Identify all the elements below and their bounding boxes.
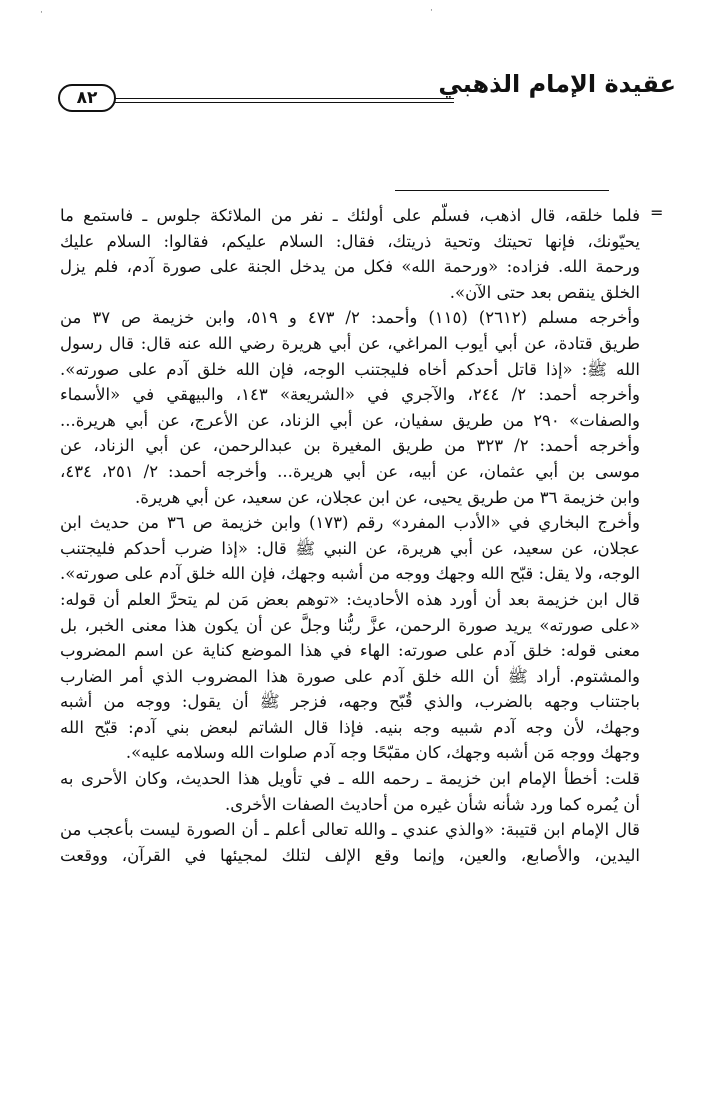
text-line: فلما خلقه، قال اذهب، فسلّم على أولئك ـ نفر من الملائكة جلوس ـ فاستمع ما [60,206,640,225]
footnote-separator [395,190,609,191]
text-line: باجتناب وجهه بالضرب، والذي قُبّح وجهه، فزجر ﷺ أن يقول: ووجه من أشبه [60,692,640,712]
text-line: وأخرج البخاري في «الأدب المفرد» رقم (١٧٣) وابن خزيمة ص ٣٦ من حديث ابن [60,513,640,533]
text-line: وجهك ووجه مَن أشبه وجهك، كان مقبّحًا وجه آدم صلوات الله وسلامه عليه». [125,743,640,763]
scan-speck: · [430,6,433,16]
text-line: وابن خزيمة ٣٦ من طريق يحيى، عن ابن عجلان، عن سعيد، عن أبي هريرة. [134,487,640,507]
text-line: قلت: أخطأ الإمام ابن خزيمة ـ رحمه الله ـ في تأويل هذا الحديث، وكان الأحرى به [60,769,640,789]
text-line: الله ﷺ: «إذا قاتل أحدكم أخاه فليجتنب الوجه، فإن الله خلق آدم على صورته». [60,359,640,379]
text-line: الوجه، ولا يقل: قبّح الله وجهك ووجه من أشبه وجهك، فإن الله خلق آدم على صورته». [60,564,640,584]
text-line: عجلان، عن سعيد، عن أبي هريرة، عن النبي ﷺ قال: «إذا ضرب أحدكم فليجتنب [60,538,640,558]
text-line: قال الإمام ابن قتيبة: «والذي عندي ـ والله تعالى أعلم ـ أن الصورة ليست بأعجب من [60,820,640,840]
header-rule [114,98,454,103]
text-line: والمشتوم. أراد ﷺ أن الله خلق آدم على صورة هذا المضروب الذي أمر الضارب [60,666,640,686]
footnote-text [60,203,640,868]
footnote-continuation-marker: = [650,203,664,222]
text-line: وأخرجه أحمد: ٢/ ٣٢٣ من طريق المغيرة بن عبدالرحمن، عن أبي الزناد، عن [60,436,640,456]
page-header [58,70,676,112]
text-line: والصفات» ٢٩٠ من طريق سفيان، عن أبي الزناد، عن الأعرج، عن أبي هريرة... [60,410,640,430]
text-line: «على صورته» يريد صورة الرحمن، عزَّ ربُّنا وجلَّ عن أن يكون هذا معنى الخبر، بل [60,615,640,635]
text-line: قال ابن خزيمة بعد أن أورد هذه الأحاديث: «توهم بعض مَن لم يتحرَّ العلم أن قوله: [60,589,640,609]
text-line: أن يُمره كما ورد شأنه شأن غيره من أحاديث الصفات الأخرى. [225,794,640,814]
text-line: الخلق ينقص بعد حتى الآن». [449,282,640,302]
text-line: وأخرجه أحمد: ٢/ ٢٤٤، والآجري في «الشريعة» ١٤٣، والبيهقي في «الأسماء [60,385,640,405]
scan-speck: · [40,8,43,18]
text-line: يحيّونك، فإنها تحيتك وتحية ذريتك، فقال: السلام عليكم، فقالوا: السلام عليك [60,231,640,251]
text-line: وجهك، لأن وجه آدم شبيه وجه بنيه. فإذا قال الشاتم لبعض بني آدم: قبّح الله [60,717,640,737]
page-number: ٨٢ [58,84,116,112]
text-line: وأخرجه مسلم (٢٦١٢) (١١٥) وأحمد: ٢/ ٤٧٣ و ٥١٩، وابن خزيمة ص ٣٧ من [60,308,640,328]
text-line: اليدين، والأصابع، والعين، وإنما وقع الإلف لتلك لمجيئها في القرآن، ووقعت [60,845,640,865]
text-line: طريق قتادة، عن أبي أيوب المراغي، عن أبي هريرة رضي الله عنه قال: قال رسول [60,333,640,353]
text-line: موسى بن أبي عثمان، عن أبيه، عن أبي هريرة... وأخرجه أحمد: ٢/ ٢٥١، ٤٣٤، [60,461,640,481]
text-line: ورحمة الله. فزاده: «ورحمة الله» فكل من يدخل الجنة على صورة آدم، فلم يزل [60,257,640,277]
running-title: عقيدة الإمام الذهبي [438,70,676,98]
text-line: معنى قوله: خلق آدم على صورته: الهاء في هذا الموضع كناية عن اسم المضروب [60,641,640,661]
